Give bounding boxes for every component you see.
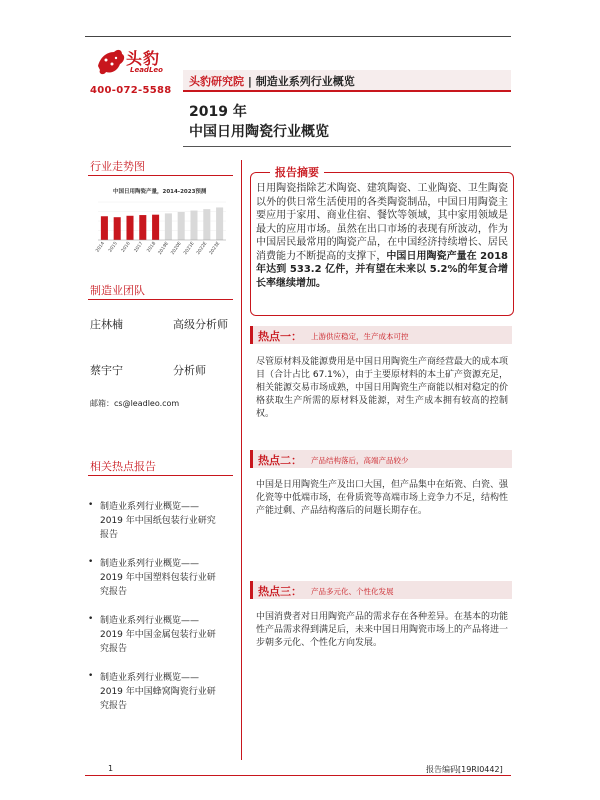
trend-rule [88,175,233,176]
brand-name-en: LeadLeo [130,66,163,74]
x-tick-label: 2015 [108,241,119,254]
column-divider [241,160,242,760]
header-rule [183,90,511,92]
team-rule [88,299,233,300]
chart-bar [178,212,185,240]
x-tick-label: 2020E [170,241,183,256]
chart-bar [165,213,172,240]
report-line: 究报告 [100,587,128,597]
brand-name-cn: 头豹 [126,49,161,68]
hotspot-text: 中国是日用陶瓷生产及出口大国，但产品集中在炻瓷、白瓷、强化瓷等中低端市场，在骨质瓷等高端市场上竞争力不足，结构性产能过剩、产品结构落后的问题长期存在。 [256,480,509,516]
x-tick-label: 2022E [196,241,209,256]
chart-bar [203,209,210,240]
report-line: 制造业系列行业概览—— [100,559,200,569]
hotspot-subtitle: 上游供应稳定，生产成本可控 [311,332,409,341]
analyst-role: 高级分析师 [173,318,228,331]
hotspot-accent [250,326,253,344]
hotspot-accent [250,450,253,468]
report-line: 究报告 [100,644,128,654]
report-line: 制造业系列行业概览—— [100,616,200,626]
report-line: 报告 [100,530,119,540]
report-line: 制造业系列行业概览—— [100,502,200,512]
report-line: 制造业系列行业概览—— [100,673,200,683]
abstract-body: 日用陶瓷指除艺术陶瓷、建筑陶瓷、工业陶瓷、卫生陶瓷以外的供日常生活使用的各类陶瓷制品，中国日用陶瓷主要应用于家用、商业住宿、餐饮等领域，其中家用领域是最大的应用市场。虽然在出口市场的表现有所波动，作为中国居民最常用的陶瓷产品，在中国经济持续增长、居民消费能力不断提高的支撑下， [256,183,508,262]
x-tick-label: 2023E [208,241,222,256]
abstract-text [256,182,508,290]
hotspot-text: 尽管原材料及能源费用是中国日用陶瓷生产商经营最大的成本项目（合计占比 67.1%），由于主要原材料的本土矿产资源充足，相关能源交易市场成熟，中国日用陶瓷生产商能以相对稳定的价格获取生产所需的原材料及能源，对生产成本拥有较高的控制权。 [256,357,509,419]
team-heading: 制造业团队 [90,284,145,297]
hotspot-accent [250,581,253,599]
x-tick-label: 2017 [133,241,145,254]
chart-bar [114,217,121,240]
analyst-name: 庄林楠 [90,318,123,331]
report-line: 究报告 [100,701,128,711]
page-number: 1 [108,764,114,773]
x-tick-label: 2014 [95,241,107,254]
report-code: 报告编码[19RI0442] [426,765,503,774]
analyst-role: 分析师 [173,364,206,377]
chart-title: 中国日用陶瓷产量，2014-2023预测 [113,189,207,195]
report-line: 2019 年中国纸包装行业研究 [100,516,216,526]
hotspot-text: 中国消费者对日用陶瓷产品的需求存在各种差异。在基本的功能性产品需求得到满足后，未来中国日用陶瓷市场上的产品将进一步朝多元化、个性化方向发展。 [256,612,509,648]
contact-email[interactable]: 邮箱：cs@leadleo.com [90,399,180,408]
bullet-icon: • [88,500,94,510]
report-line: 2019 年中国塑料包装行业研 [100,573,216,583]
related-rule [88,475,233,476]
report-year: 2019 年 [189,104,247,120]
footer-rule [85,775,511,776]
related-heading: 相关热点报告 [90,460,156,473]
hotspot-title: 热点三： [258,585,302,598]
abstract-highlight: 中国日用陶瓷产量在 2018 年达到 533.2 亿件，并有望在未来以 5.2%的年复合增长率继续增加。 [256,250,508,289]
x-tick-label: 2019E [157,241,171,256]
trend-chart [92,192,232,270]
phone-number: 400-072-5588 [90,85,172,96]
chart-bar [126,216,133,240]
hotspot-title: 热点一： [258,330,302,343]
x-tick-label: 2018 [146,241,158,254]
chart-bar [216,207,223,240]
hotspot-subtitle: 产品结构落后，高端产品较少 [311,456,409,465]
chart-bar [101,216,108,240]
abstract-label: 报告摘要 [270,164,324,180]
analyst-name: 蔡宇宁 [90,364,123,377]
x-tick-label: 2021E [183,241,196,256]
institute-name: 头豹研究院 [189,75,244,88]
hotspot-subtitle: 产品多元化、个性化发展 [311,587,394,596]
report-line: 2019 年中国金属包装行业研 [100,630,216,640]
trend-heading: 行业走势图 [90,160,145,173]
chart-bar [190,211,197,240]
series-name: 制造业系列行业概览 [255,75,355,88]
title-rule [183,146,511,147]
chart-bar [152,215,159,240]
x-tick-label: 2016 [120,241,132,254]
report-line: 2019 年中国蜂窝陶瓷行业研 [100,687,216,697]
hotspot-title: 热点二： [258,454,302,467]
top-rule [85,36,511,37]
bullet-icon: • [88,557,94,567]
chart-bar [139,215,146,240]
report-title: 中国日用陶瓷行业概览 [189,124,329,140]
bullet-icon: • [88,614,94,624]
header-title [189,73,355,89]
bullet-icon: • [88,671,94,681]
header-separator: | [247,75,252,88]
